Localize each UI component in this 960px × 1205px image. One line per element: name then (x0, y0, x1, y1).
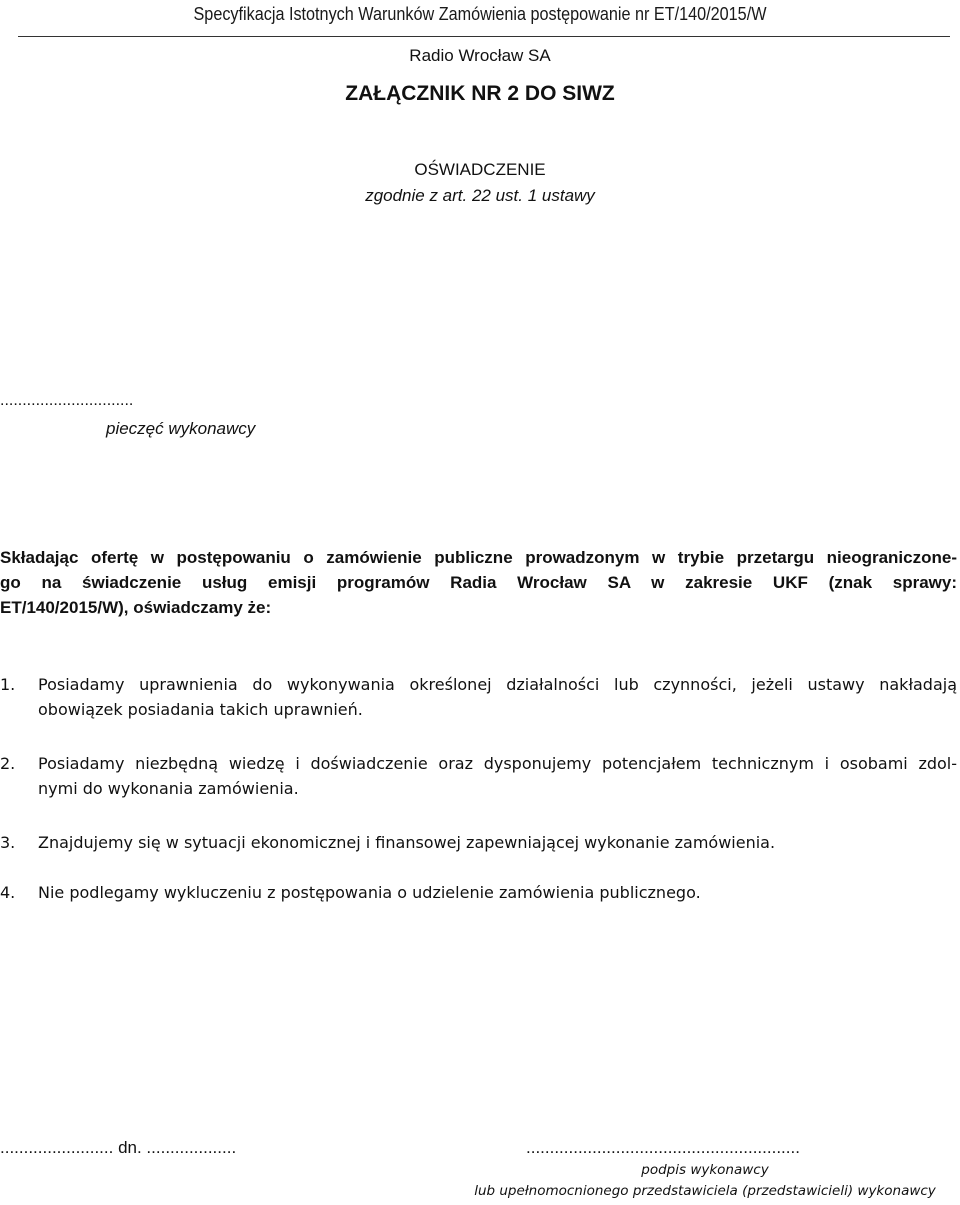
statement-number: 1. (0, 675, 16, 694)
statement-item-1 (0, 672, 957, 722)
stamp-placeholder-line: .............................. (0, 392, 134, 409)
statement-line (0, 880, 957, 905)
statement-text: Posiadamy niezbędną wiedzę i doświadczenie oraz dysponujemy potencjałem technicznym i osobami zdol- (38, 754, 957, 773)
statement-line: nymi do wykonania zamówienia. (38, 779, 299, 798)
intro-line: go na świadczenie usług emisji programów Radia Wrocław SA w zakresie UKF (znak sprawy: (0, 573, 957, 592)
header-rule (18, 36, 950, 37)
intro-paragraph (0, 545, 957, 620)
statement-line (0, 672, 957, 697)
statement-text: Posiadamy uprawnienia do wykonywania określonej działalności lub czynności, jeżeli ustawy nakładają (38, 675, 957, 694)
statement-line: obowiązek posiadania takich uprawnień. (38, 700, 363, 719)
statement-number: 2. (0, 754, 16, 773)
intro-line: Składając ofertę w postępowaniu o zamówienie publiczne prowadzonym w trybie przetargu nieograniczone- (0, 548, 957, 567)
attachment-title: ZAŁĄCZNIK NR 2 DO SIWZ (345, 82, 615, 105)
statement-number: 3. (0, 833, 16, 852)
statement-text: Znajdujemy się w sytuacji ekonomicznej i finansowej zapewniającej wykonanie zamówienia. (38, 833, 776, 852)
statement-item-2 (0, 751, 957, 801)
declaration-subtitle: zgodnie z art. 22 ust. 1 ustawy (365, 186, 595, 205)
signature-line: .......................................................... (526, 1138, 800, 1157)
statement-number: 4. (0, 883, 16, 902)
signature-note: lub upełnomocnionego przedstawiciela (przedstawicieli) wykonawcy (474, 1183, 936, 1199)
statement-item-3 (0, 830, 957, 855)
statement-line (0, 830, 957, 855)
declaration-title: OŚWIADCZENIE (414, 160, 546, 179)
place-date-line: ........................ dn. ................... (0, 1138, 237, 1157)
signature-label: podpis wykonawcy (641, 1162, 769, 1178)
statement-item-4 (0, 880, 957, 905)
stamp-label: pieczęć wykonawcy (106, 419, 256, 438)
intro-line: ET/140/2015/W), oświadczamy że: (0, 598, 272, 617)
organization-name: Radio Wrocław SA (409, 46, 551, 65)
statement-line (0, 751, 957, 776)
statement-text: Nie podlegamy wykluczeniu z postępowania o udzielenie zamówienia publicznego. (38, 883, 701, 902)
running-header: Specyfikacja Istotnych Warunków Zamówienia postępowanie nr ET/140/2015/W (193, 4, 767, 24)
